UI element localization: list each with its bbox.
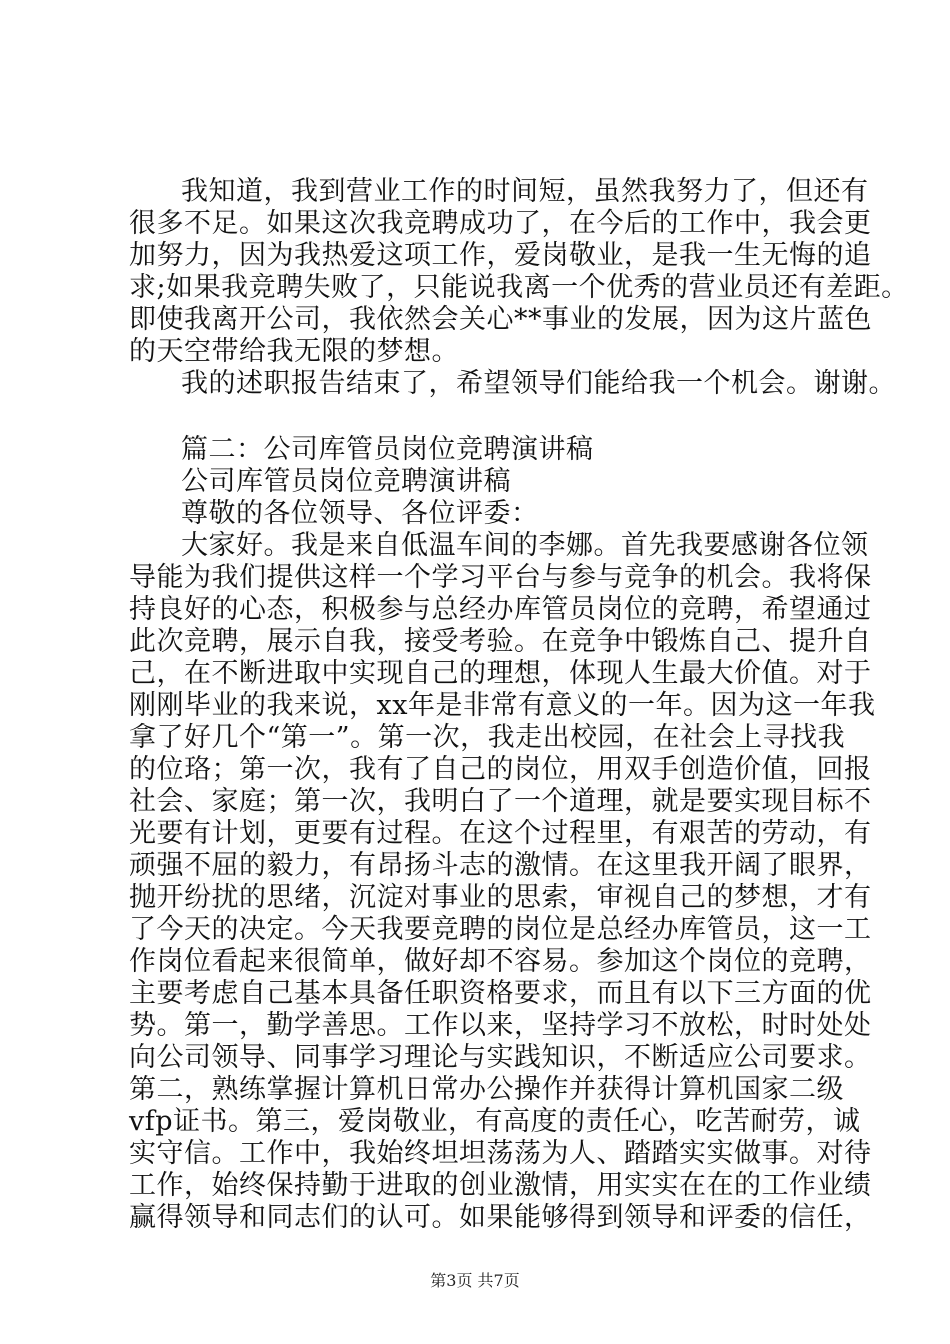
body-text [129,176,909,1234]
text-line: 加努力，因为我热爱这项工作，爱岗敬业，是我一生无悔的追 [129,240,872,271]
text-line: vfp证书。第三，爱岗敬业，有高度的责任心，吃苦耐劳，诚 [129,1106,861,1137]
page-number-footer: 第3页 共7页 [430,1271,520,1290]
text-line: 第二，熟练掌握计算机日常办公操作并获得计算机国家二级 [129,1074,844,1105]
text-line: 持良好的心态，积极参与总经办库管员岗位的竞聘，希望通过 [129,594,872,625]
paragraph-1 [129,176,909,368]
text-line: 势。第一，勤学善思。工作以来，坚持学习不放松，时时处处 [129,1010,872,1041]
text-line: 赢得领导和同志们的认可。如果能够得到领导和评委的信任， [129,1202,872,1233]
text-line: 顽强不屈的毅力，有昂扬斗志的激情。在这里我开阔了眼界， [129,850,872,881]
text-line: 工作，始终保持勤于进取的创业激情，用实实在在的工作业绩 [129,1170,872,1201]
text-line: 我知道，我到营业工作的时间短，虽然我努力了，但还有 [181,176,869,207]
text-line: 抛开纷扰的思绪，沉淀对事业的思索，审视自己的梦想，才有 [129,882,872,913]
paragraph-2 [129,368,896,400]
text-line: 求;如果我竞聘失败了，只能说我离一个优秀的营业员还有差距。 [129,272,909,303]
text-line: 此次竞聘，展示自我，接受考验。在竞争中锻炼自己、提升自 [129,626,872,657]
text-line: 的位珞；第一次，我有了自己的岗位，用双手创造价值，回报 [129,754,872,785]
text-line: 即使我离开公司，我依然会关心**事业的发展，因为这片蓝色 [129,304,872,335]
text-line: 很多不足。如果这次我竞聘成功了，在今后的工作中，我会更 [129,208,872,239]
text-line: 实守信。工作中，我始终坦坦荡荡为人、踏踏实实做事。对待 [129,1138,872,1169]
section-heading: 篇二：公司库管员岗位竞聘演讲稿 [181,434,594,465]
speech-title: 公司库管员岗位竞聘演讲稿 [181,466,511,497]
text-line: 了今天的决定。今天我要竞聘的岗位是总经办库管员，这一工 [129,914,872,945]
text-line: 光要有计划，更要有过程。在这个过程里，有艰苦的劳动，有 [129,818,872,849]
paragraph-3 [129,530,876,1234]
text-line: 刚刚毕业的我来说，xx年是非常有意义的一年。因为这一年我 [129,690,876,721]
text-line: 大家好。我是来自低温车间的李娜。首先我要感谢各位领 [181,530,869,561]
text-line: 拿了好几个“第一”。第一次，我走出校园，在社会上寻找我 [129,722,846,753]
text-line: 导能为我们提供这样一个学习平台与参与竞争的机会。我将保 [129,562,872,593]
text-line: 向公司领导、同事学习理论与实践知识，不断适应公司要求。 [129,1042,872,1073]
text-line: 我的述职报告结束了，希望领导们能给我一个机会。谢谢。 [181,368,896,399]
paragraph-gap [129,400,829,434]
text-line: 己，在不断进取中实现自己的理想，体现人生最大价值。对于 [129,658,872,689]
text-line: 社会、家庭；第一次，我明白了一个道理，就是要实现目标不 [129,786,872,817]
text-line: 作岗位看起来很简单，做好却不容易。参加这个岗位的竞聘， [129,946,872,977]
text-line: 主要考虑自己基本具备任职资格要求，而且有以下三方面的优 [129,978,872,1009]
text-line: 的天空带给我无限的梦想。 [129,336,459,367]
salutation: 尊敬的各位领导、各位评委： [181,498,539,529]
